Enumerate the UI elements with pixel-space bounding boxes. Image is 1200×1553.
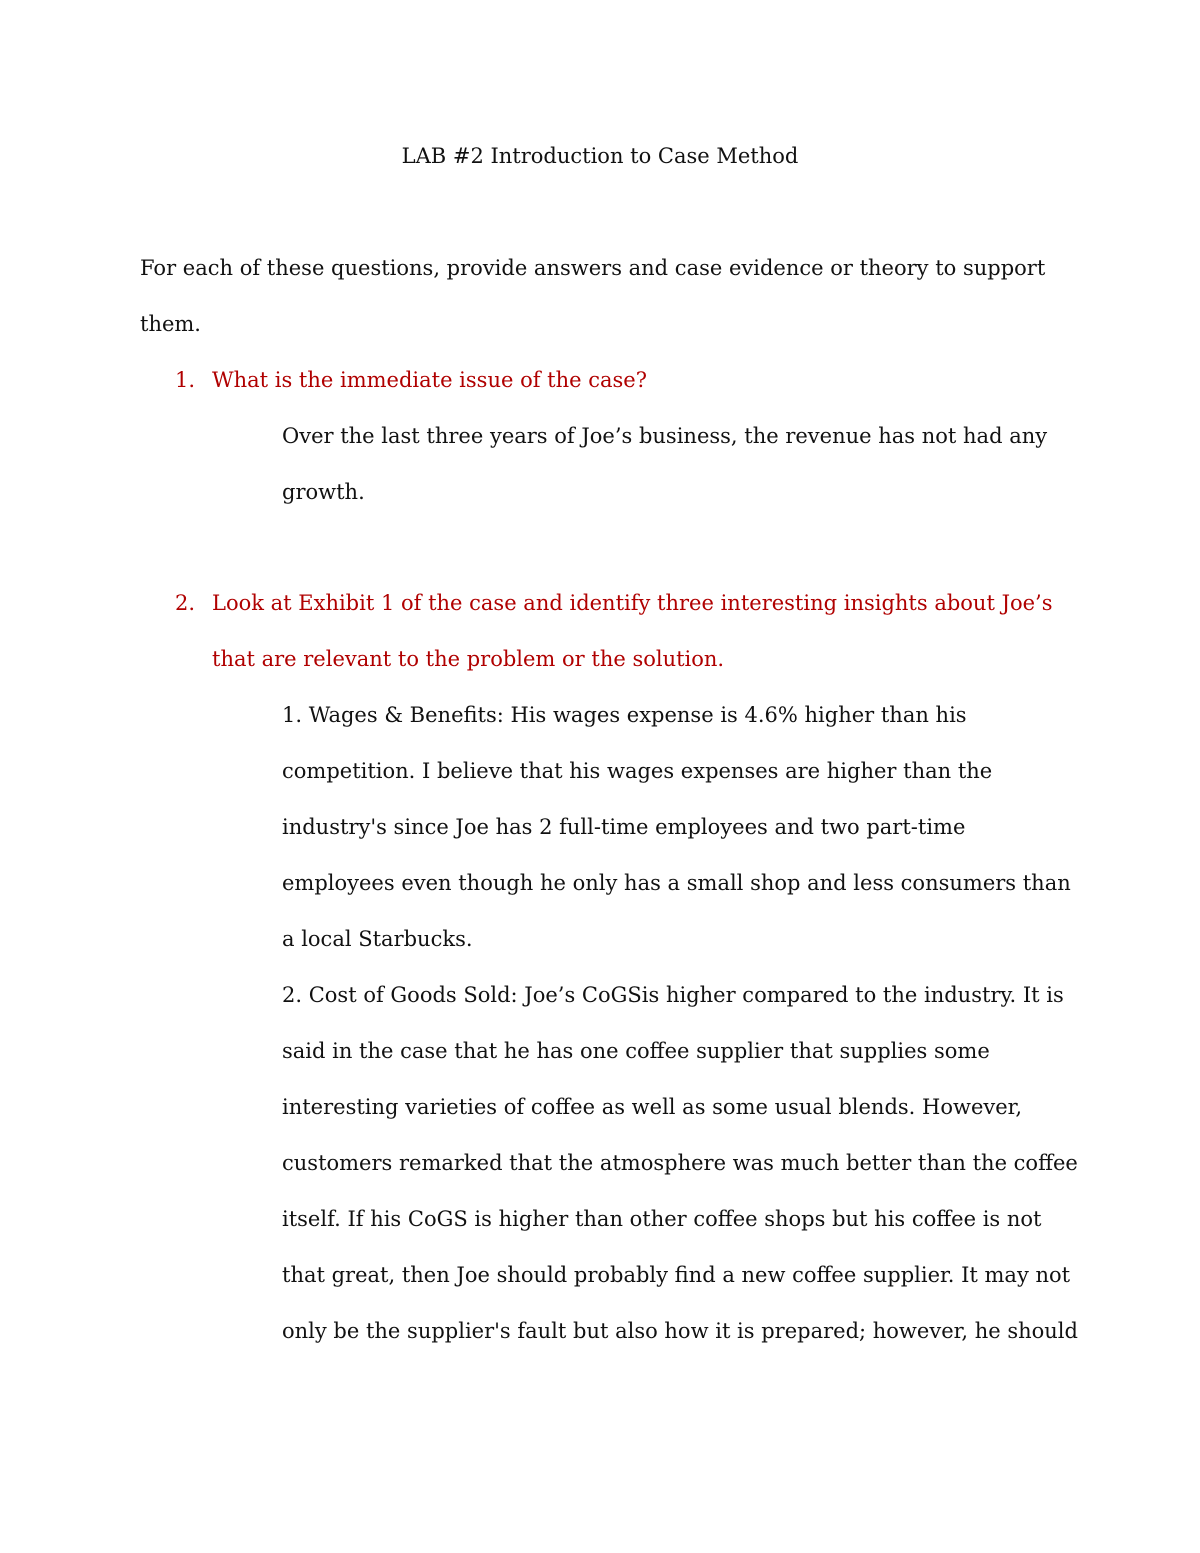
answer-2-line-8: interesting varieties of coffee as well as some usual blends. However, bbox=[282, 1095, 1023, 1119]
answer-2-line-11: that great, then Joe should probably find a new coffee supplier. It may not bbox=[282, 1263, 1071, 1287]
answer-2-line-2: competition. I believe that his wages expenses are higher than the bbox=[282, 759, 993, 783]
answer-2-line-10: itself. If his CoGS is higher than other coffee shops but his coffee is not bbox=[282, 1207, 1042, 1231]
answer-2-line-12: only be the supplier's fault but also how it is prepared; however, he should bbox=[282, 1319, 1078, 1343]
question-2-line-2: that are relevant to the problem or the solution. bbox=[212, 647, 725, 671]
answer-2-line-7: said in the case that he has one coffee supplier that supplies some bbox=[282, 1039, 990, 1063]
question-2-number: 2. bbox=[175, 591, 196, 615]
answer-2-line-1: 1. Wages & Benefits: His wages expense is 4.6% higher than his bbox=[282, 703, 967, 727]
answer-2-line-3: industry's since Joe has 2 full-time employees and two part-time bbox=[282, 815, 966, 839]
answer-2-line-4: employees even though he only has a small shop and less consumers than bbox=[282, 871, 1071, 895]
document-title: LAB #2 Introduction to Case Method bbox=[401, 144, 799, 168]
question-2-line-1: Look at Exhibit 1 of the case and identify three interesting insights about Joe’s bbox=[212, 591, 1053, 615]
answer-2-line-6: 2. Cost of Goods Sold: Joe’s CoGSis higher compared to the industry. It is bbox=[282, 983, 1064, 1007]
answer-1-line-1: Over the last three years of Joe’s business, the revenue has not had any bbox=[282, 424, 1048, 448]
answer-2-line-9: customers remarked that the atmosphere was much better than the coffee bbox=[282, 1151, 1078, 1175]
answer-2-line-5: a local Starbucks. bbox=[282, 927, 473, 951]
question-1-number: 1. bbox=[175, 368, 196, 392]
answer-1-line-2: growth. bbox=[282, 480, 365, 504]
question-1-line-1: What is the immediate issue of the case? bbox=[212, 368, 647, 392]
intro-line-1: For each of these questions, provide answers and case evidence or theory to support bbox=[140, 256, 1046, 280]
intro-line-2: them. bbox=[140, 312, 201, 336]
